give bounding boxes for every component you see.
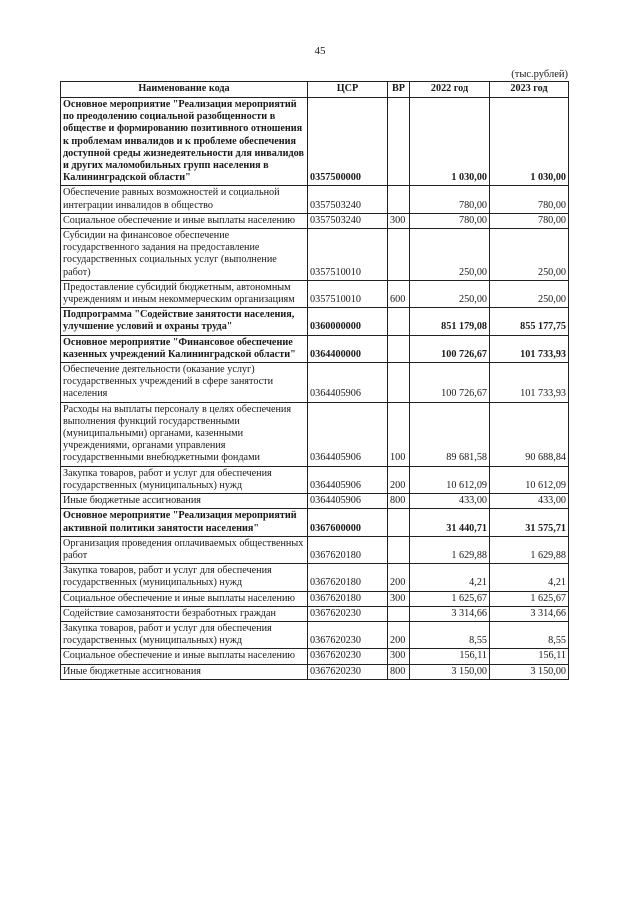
row-2023-cell: 10 612,09 xyxy=(490,466,569,493)
row-name-cell: Закупка товаров, работ и услуг для обеспечения государственных (муниципальных) нужд xyxy=(61,466,308,493)
row-name-cell: Основное мероприятие "Финансовое обеспечение казенных учреждений Калининградской области" xyxy=(61,335,308,362)
row-csr-cell: 0357510010 xyxy=(308,229,388,281)
row-vr-cell: 800 xyxy=(388,494,410,509)
column-header-csr: ЦСР xyxy=(308,82,388,98)
row-vr-cell xyxy=(388,186,410,213)
row-csr-cell: 0367620230 xyxy=(308,621,388,648)
row-csr-cell: 0357503240 xyxy=(308,186,388,213)
row-name-cell: Обеспечение равных возможностей и социальной интеграции инвалидов в общество xyxy=(61,186,308,213)
row-csr-cell: 0367620180 xyxy=(308,564,388,591)
row-2023-cell: 3 314,66 xyxy=(490,606,569,621)
row-2022-cell: 3 314,66 xyxy=(410,606,490,621)
row-vr-cell xyxy=(388,509,410,536)
table-row xyxy=(61,308,569,335)
row-vr-cell xyxy=(388,536,410,563)
row-2023-cell: 780,00 xyxy=(490,213,569,228)
row-2022-cell: 433,00 xyxy=(410,494,490,509)
row-2023-cell: 780,00 xyxy=(490,186,569,213)
table-row xyxy=(61,213,569,228)
row-2023-cell: 8,55 xyxy=(490,621,569,648)
table-row xyxy=(61,564,569,591)
column-header-name: Наименование кода xyxy=(61,82,308,98)
row-name-cell: Социальное обеспечение и иные выплаты населению xyxy=(61,213,308,228)
table-body xyxy=(61,98,569,680)
row-name-cell: Основное мероприятие "Реализация мероприятий активной политики занятости населения" xyxy=(61,509,308,536)
row-name-cell: Закупка товаров, работ и услуг для обеспечения государственных (муниципальных) нужд xyxy=(61,621,308,648)
row-name-cell: Обеспечение деятельности (оказание услуг) государственных учреждений в сфере занятости населения xyxy=(61,363,308,403)
units-label: (тыс.рублей) xyxy=(511,69,568,80)
column-header-2023: 2023 год xyxy=(490,82,569,98)
row-2022-cell: 780,00 xyxy=(410,186,490,213)
row-name-cell: Расходы на выплаты персоналу в целях обеспечения выполнения функций государственными (муниципальными) органами, казенными учреждениями, органами управления государственными внебюджетными фондами xyxy=(61,402,308,466)
row-2022-cell: 780,00 xyxy=(410,213,490,228)
row-vr-cell: 200 xyxy=(388,564,410,591)
row-2022-cell: 851 179,08 xyxy=(410,308,490,335)
row-2023-cell: 855 177,75 xyxy=(490,308,569,335)
row-name-cell: Социальное обеспечение и иные выплаты населению xyxy=(61,649,308,664)
budget-table xyxy=(60,81,569,680)
row-csr-cell: 0360000000 xyxy=(308,308,388,335)
table-row xyxy=(61,98,569,186)
row-csr-cell: 0367620230 xyxy=(308,606,388,621)
row-2023-cell: 156,11 xyxy=(490,649,569,664)
row-name-cell: Основное мероприятие "Реализация мероприятий по преодолению социальной разобщенности в обществе и формированию позитивного отношения к проблемам инвалидов и к проблеме обеспечения доступной среды жизнедеятельности для инвалидов и других маломобильных групп населения в Калининградской области" xyxy=(61,98,308,186)
row-vr-cell xyxy=(388,606,410,621)
column-header-vr: ВР xyxy=(388,82,410,98)
row-2022-cell: 10 612,09 xyxy=(410,466,490,493)
row-2022-cell: 31 440,71 xyxy=(410,509,490,536)
row-2023-cell: 1 629,88 xyxy=(490,536,569,563)
row-csr-cell: 0367600000 xyxy=(308,509,388,536)
row-csr-cell: 0364405906 xyxy=(308,494,388,509)
row-vr-cell xyxy=(388,98,410,186)
table-row xyxy=(61,466,569,493)
row-2023-cell: 101 733,93 xyxy=(490,363,569,403)
row-2023-cell: 250,00 xyxy=(490,229,569,281)
table-row xyxy=(61,621,569,648)
row-name-cell: Подпрограмма "Содействие занятости населения, улучшение условий и охраны труда" xyxy=(61,308,308,335)
row-vr-cell: 800 xyxy=(388,664,410,679)
row-name-cell: Социальное обеспечение и иные выплаты населению xyxy=(61,591,308,606)
row-vr-cell: 300 xyxy=(388,591,410,606)
table-row xyxy=(61,606,569,621)
row-2022-cell: 100 726,67 xyxy=(410,335,490,362)
row-csr-cell: 0364405906 xyxy=(308,402,388,466)
table-row xyxy=(61,186,569,213)
row-csr-cell: 0367620180 xyxy=(308,536,388,563)
row-csr-cell: 0367620230 xyxy=(308,649,388,664)
table-row xyxy=(61,664,569,679)
row-csr-cell: 0357503240 xyxy=(308,213,388,228)
table-row xyxy=(61,363,569,403)
row-2022-cell: 250,00 xyxy=(410,229,490,281)
row-2023-cell: 4,21 xyxy=(490,564,569,591)
row-2023-cell: 31 575,71 xyxy=(490,509,569,536)
row-csr-cell: 0364405906 xyxy=(308,363,388,403)
table-row xyxy=(61,536,569,563)
row-vr-cell xyxy=(388,335,410,362)
row-name-cell: Содействие самозанятости безработных граждан xyxy=(61,606,308,621)
row-csr-cell: 0357510010 xyxy=(308,280,388,307)
row-vr-cell: 300 xyxy=(388,213,410,228)
row-vr-cell: 200 xyxy=(388,621,410,648)
row-csr-cell: 0364400000 xyxy=(308,335,388,362)
row-name-cell: Иные бюджетные ассигнования xyxy=(61,664,308,679)
row-2023-cell: 90 688,84 xyxy=(490,402,569,466)
row-csr-cell: 0367620180 xyxy=(308,591,388,606)
table-row xyxy=(61,402,569,466)
table-row xyxy=(61,494,569,509)
table-row xyxy=(61,591,569,606)
row-name-cell: Иные бюджетные ассигнования xyxy=(61,494,308,509)
page-number: 45 xyxy=(314,45,326,57)
row-2023-cell: 1 625,67 xyxy=(490,591,569,606)
row-vr-cell: 300 xyxy=(388,649,410,664)
row-name-cell: Предоставление субсидий бюджетным, автономным учреждениям и иным некоммерческим организациям xyxy=(61,280,308,307)
row-csr-cell: 0357500000 xyxy=(308,98,388,186)
table-row xyxy=(61,649,569,664)
column-header-2022: 2022 год xyxy=(410,82,490,98)
table-header-row xyxy=(61,82,569,98)
row-2022-cell: 3 150,00 xyxy=(410,664,490,679)
row-vr-cell xyxy=(388,363,410,403)
row-name-cell: Субсидии на финансовое обеспечение государственного задания на предоставление государственных социальных услуг (выполнение работ) xyxy=(61,229,308,281)
row-2023-cell: 433,00 xyxy=(490,494,569,509)
row-vr-cell xyxy=(388,308,410,335)
row-2023-cell: 250,00 xyxy=(490,280,569,307)
table-row xyxy=(61,509,569,536)
table-row xyxy=(61,229,569,281)
row-name-cell: Организация проведения оплачиваемых общественных работ xyxy=(61,536,308,563)
row-2022-cell: 1 625,67 xyxy=(410,591,490,606)
row-2022-cell: 8,55 xyxy=(410,621,490,648)
row-vr-cell: 200 xyxy=(388,466,410,493)
row-2023-cell: 3 150,00 xyxy=(490,664,569,679)
row-2022-cell: 4,21 xyxy=(410,564,490,591)
row-csr-cell: 0364405906 xyxy=(308,466,388,493)
row-2023-cell: 1 030,00 xyxy=(490,98,569,186)
row-vr-cell: 100 xyxy=(388,402,410,466)
row-vr-cell xyxy=(388,229,410,281)
row-vr-cell: 600 xyxy=(388,280,410,307)
row-2023-cell: 101 733,93 xyxy=(490,335,569,362)
row-csr-cell: 0367620230 xyxy=(308,664,388,679)
row-name-cell: Закупка товаров, работ и услуг для обеспечения государственных (муниципальных) нужд xyxy=(61,564,308,591)
row-2022-cell: 250,00 xyxy=(410,280,490,307)
row-2022-cell: 1 629,88 xyxy=(410,536,490,563)
table-row xyxy=(61,335,569,362)
row-2022-cell: 100 726,67 xyxy=(410,363,490,403)
row-2022-cell: 89 681,58 xyxy=(410,402,490,466)
row-2022-cell: 156,11 xyxy=(410,649,490,664)
table-row xyxy=(61,280,569,307)
row-2022-cell: 1 030,00 xyxy=(410,98,490,186)
